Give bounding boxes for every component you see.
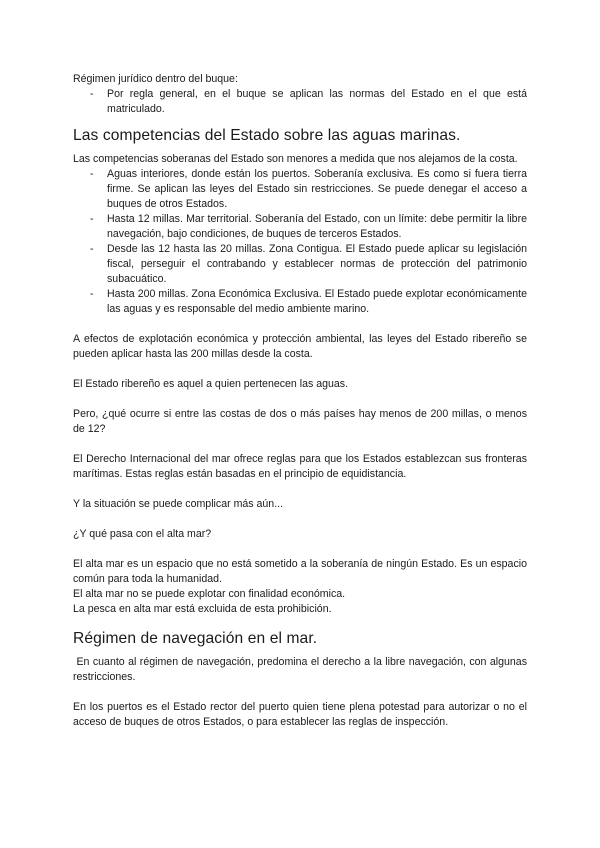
dash-bullet: -: [90, 88, 94, 100]
dash-bullet: -: [90, 243, 94, 255]
heading-navegacion: Régimen de navegación en el mar.: [73, 630, 318, 647]
paragraph-altamar-question: ¿Y qué pasa con el alta mar?: [73, 528, 212, 540]
paragraph-pero: Pero, ¿qué ocurre si entre las costas de dos o más países hay menos de 200 millas, o menos de 12?: [73, 408, 527, 435]
list-item: - Por regla general, en el buque se aplican las normas del Estado en el que está matriculado.: [90, 88, 527, 115]
dash-bullet: -: [90, 168, 94, 180]
list-item: - Hasta 200 millas. Zona Económica Exclusiva. El Estado puede explotar económicamente las aguas y es responsable del medio ambiente marino.: [90, 288, 527, 315]
competencias-lead: Las competencias soberanas del Estado son menores a medida que nos alejamos de la costa.: [73, 153, 518, 165]
paragraph-altamar-1: El alta mar es un espacio que no está sometido a la soberanía de ningún Estado. Es un espacio común para toda la humanidad.: [73, 558, 527, 585]
intro-list: [73, 87, 527, 117]
heading-competencias: Las competencias del Estado sobre las aguas marinas.: [73, 127, 461, 144]
list-item: - Hasta 12 millas. Mar territorial. Soberanía del Estado, con un límite: debe permitir la libre navegación, bajo condiciones, de buques de terceros Estados.: [90, 213, 527, 240]
paragraph-ribereno: El Estado ribereño es aquel a quien pertenecen las aguas.: [73, 378, 349, 390]
list-item: - Desde las 12 hasta las 20 millas. Zona Contigua. El Estado puede aplicar su legislación fiscal, perseguir el contrabando y establecer normas de protección del patrimonio subacuático.: [90, 243, 527, 285]
paragraph-complicar: Y la situación se puede complicar más aún...: [73, 498, 284, 510]
intro-label: Régimen jurídico dentro del buque:: [73, 73, 238, 85]
paragraph-altamar-2: El alta mar no se puede explotar con finalidad económica.: [73, 588, 346, 600]
paragraph-altamar-3: La pesca en alta mar está excluida de esta prohibición.: [73, 603, 332, 615]
dash-bullet: -: [90, 288, 94, 300]
list-item: - Aguas interiores, donde están los puertos. Soberanía exclusiva. Es como si fuera tierra firme. Se aplican las leyes del Estado sin restricciones. Se puede denegar el acceso a buques de otros Estados.: [90, 168, 527, 210]
paragraph-efectos: A efectos de explotación económica y protección ambiental, las leyes del Estado ribereño se pueden aplicar hasta las 200 millas desde la costa.: [73, 333, 527, 360]
competencias-list: [73, 167, 527, 317]
paragraph-derecho: El Derecho Internacional del mar ofrece reglas para que los Estados establezcan sus fronteras marítimas. Estas reglas están basadas en el principio de equidistancia.: [73, 453, 527, 480]
paragraph-navegacion: En cuanto al régimen de navegación, predomina el derecho a la libre navegación, con algunas restricciones.: [73, 656, 530, 683]
document-body: [73, 72, 530, 730]
paragraph-puertos: En los puertos es el Estado rector del puerto quien tiene plena potestad para autorizar o no el acceso de buques de otros Estados, o para establecer las reglas de inspección.: [73, 701, 527, 728]
dash-bullet: -: [90, 213, 94, 225]
